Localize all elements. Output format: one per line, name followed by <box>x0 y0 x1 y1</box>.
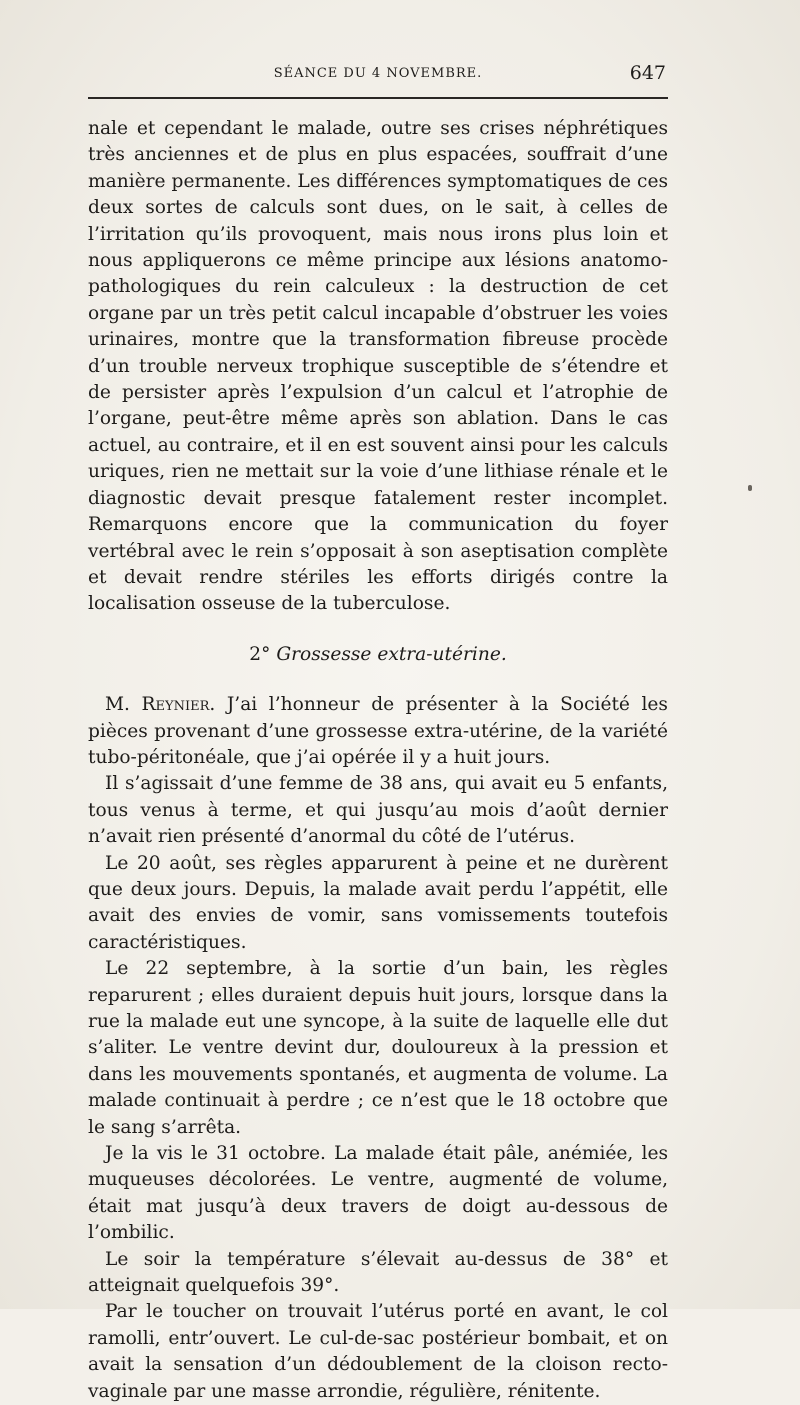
running-head: SÉANCE DU 4 NOVEMBRE. <box>273 66 483 81</box>
paragraph: Le 22 septembre, à la sortie d’un bain, les règles reparurent ; elles duraient depuis huit jours, lorsque dans la rue la malade eut une syncope, à la suite de laquelle elle dut s’aliter. Le ventre devint dur, douloureux à la pression et dans les mouvements spontanés, et augmenta de volume. La malade continuait à perdre ; ce n’est que le 18 octobre que le sang s’arrêta. <box>88 958 668 1138</box>
paragraph: Je la vis le 31 octobre. La malade était pâle, anémiée, les muqueuses décolorées. Le ventre, augmenté de volume, était mat jusqu’à deux travers de doigt au-dessous de l’ombilic. <box>88 1143 668 1244</box>
header-rule <box>88 97 668 99</box>
paragraph-speaker <box>88 692 668 771</box>
page-number: 647 <box>629 62 666 84</box>
page-header <box>88 58 668 92</box>
paragraph: Le 20 août, ses règles apparurent à peine et ne durèrent que deux jours. Depuis, la malade avait perdu l’appétit, elle avait des envies de vomir, sans vomissements toutefois caractéristiques. <box>88 852 668 953</box>
speaker-name: M. Reynier. <box>105 694 216 716</box>
section-number: 2° <box>249 643 271 665</box>
section-title: Grossesse extra-utérine. <box>276 643 507 665</box>
body-text <box>88 116 668 1405</box>
paragraph: Par le toucher on trouvait l’utérus porté en avant, le col ramolli, entr’ouvert. Le cul-de-sac postérieur bombait, et on avait la sensation d’un dédoublement de la cloison recto-vaginale par une masse arrondie, régulière, rénitente. <box>88 1301 668 1402</box>
paragraph: Il s’agissait d’une femme de 38 ans, qui avait eu 5 enfants, tous venus à terme, et qui jusqu’au mois d’août dernier n’avait rien présenté d’anormal du côté de l’utérus. <box>88 773 668 848</box>
section-heading <box>88 642 668 668</box>
margin-speck <box>748 485 752 491</box>
paragraph: Le soir la température s’élevait au-dessus de 38° et atteignait quelquefois 39°. <box>88 1248 668 1297</box>
speaker-text: J’ai l’honneur de présenter à la Société les pièces provenant d’une grossesse extra-utérine, de la variété tubo-péritonéale, que j’ai opérée il y a huit jours. <box>88 694 668 768</box>
paragraph-continued: nale et cependant le malade, outre ses crises néphrétiques très anciennes et de plus en plus espacées, souffrait d’une manière permanente. Les différences symptomatiques de ces deux sortes de calculs sont dues, on le sait, à celles de l’irritation qu’ils provoquent, mais nous irons plus loin et nous appliquerons ce même principe aux lésions anatomo-pathologiques du rein calculeux : la destruction de cet organe par un très petit calcul incapable d’obstruer les voies urinaires, montre que la transformation fibreuse procède d’un trouble nerveux trophique susceptible de s’étendre et de persister après l’expulsion d’un calcul et l’atrophie de l’organe, peut-être même après son ablation. Dans le cas actuel, au contraire, et il en est souvent ainsi pour les calculs uriques, rien ne mettait sur la voie d’une lithiase rénale et le diagnostic devait presque fatalement rester incomplet. Remarquons encore que la communication du foyer vertébral avec le rein s’opposait à son aseptisation complète et devait rendre stériles les efforts dirigés contre la localisation osseuse de la tuberculose. <box>88 118 668 615</box>
